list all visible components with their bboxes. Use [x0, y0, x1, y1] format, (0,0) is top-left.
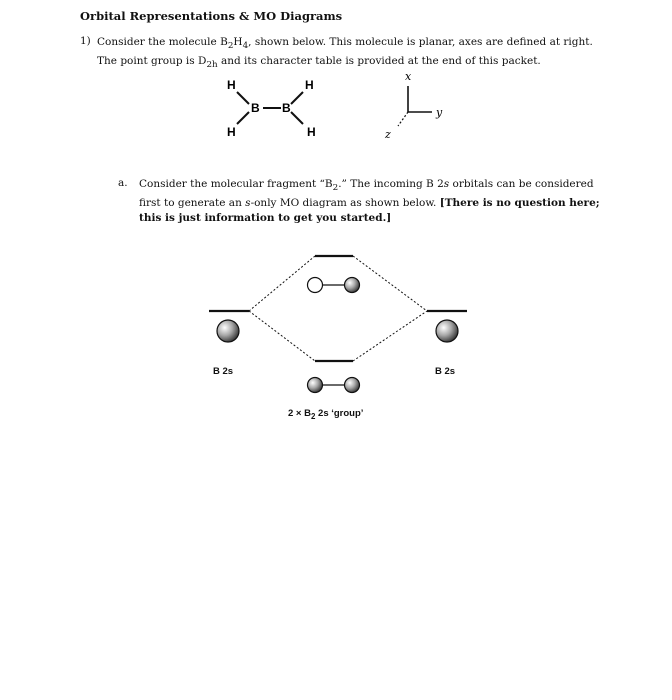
antibonding-lobe-filled — [345, 278, 360, 293]
group-label: $2 \times B_2$ 2s ‘group’ — [288, 408, 364, 421]
axis-x-label: x — [405, 70, 412, 83]
question-text: Consider the molecule $B_2H_4$, shown below. This molecule is planar, axes are defined at right. The point group is $D_{2h}$ and its character table is provided at the end of this packet. — [97, 36, 593, 71]
left-b2s-label: B 2s — [213, 366, 234, 377]
left-b2s-orbital — [217, 320, 239, 342]
atom-b-left: B — [251, 101, 260, 115]
axis-y-label: y — [436, 106, 443, 119]
atom-h-bottom-left: H — [227, 125, 236, 139]
bonding-lobe-left — [308, 378, 323, 393]
antibonding-lobe-empty — [308, 278, 323, 293]
part-a-label: a. — [118, 177, 128, 189]
right-b2s-orbital — [436, 320, 458, 342]
right-b2s-label: B 2s — [435, 366, 456, 377]
part-a-text: Consider the molecular fragment “$B_2$.” The incoming B 2s orbitals can be considered first to generate an s-only MO diagram as shown below. [There is no question here; this is just information to get you started.] — [139, 178, 600, 225]
b2h4-molecule — [215, 74, 325, 144]
atom-h-bottom-right: H — [307, 125, 316, 139]
atom-h-top-left: H — [227, 78, 236, 92]
atom-h-top-right: H — [305, 78, 314, 92]
axis-z-label: z — [385, 128, 391, 141]
question-number: 1) — [80, 35, 91, 47]
page-heading: Orbital Representations & MO Diagrams — [80, 9, 343, 23]
bonding-lobe-right — [345, 378, 360, 393]
atom-b-right: B — [282, 101, 291, 115]
coordinate-axes — [370, 68, 460, 143]
